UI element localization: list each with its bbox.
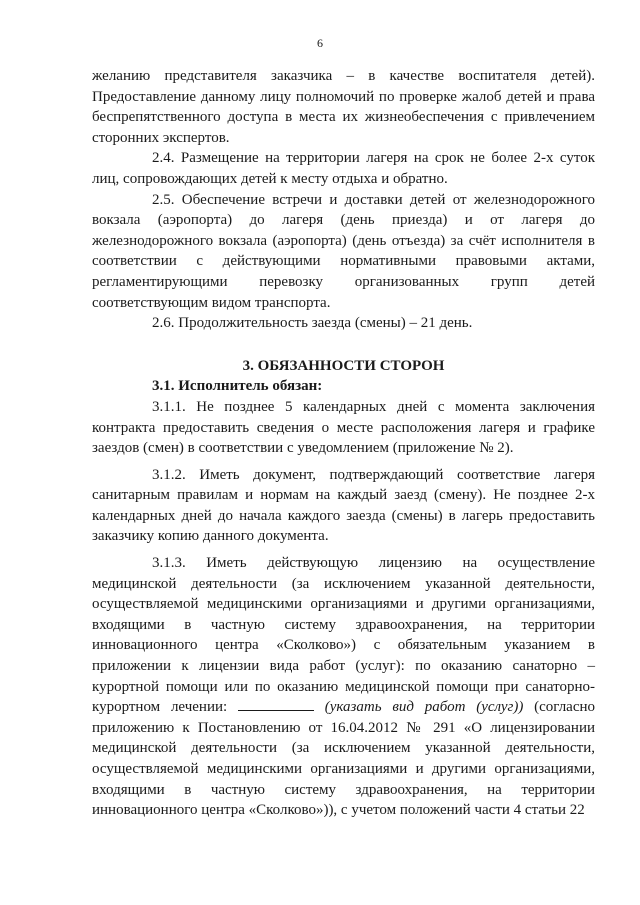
text-line: железнодорожного вокзала (аэропорта) (день отъезда) за счёт исполнителя в xyxy=(92,232,595,249)
fill-in-blank xyxy=(238,697,314,711)
text-line: вокзала (аэропорта) до лагеря (день приезда) и от лагеря до xyxy=(92,212,595,229)
text-line: приложении к лицензии вида работ (услуг): по оказанию санаторно – xyxy=(92,658,595,675)
text-line: осуществляемой медицинскими организациями и другими организациями, xyxy=(92,596,595,613)
text-line: инновационного центра «Сколково») с обязательным указанием в xyxy=(92,637,595,654)
clause-3-1-1: 3.1.1. Не позднее 5 календарных дней с момента заключения xyxy=(152,398,595,415)
text-line-with-blank xyxy=(92,697,595,718)
text-line: лиц, сопровождающих детей к месту отдыха и обратно. xyxy=(92,170,448,187)
text-fragment: курортном лечении: xyxy=(92,699,228,716)
italic-hint: (указать вид работ (услуг)) xyxy=(324,699,524,716)
clause-2-6: 2.6. Продолжительность заезда (смены) – 21 день. xyxy=(152,315,473,332)
text-line: беспрепятственного доступа в места их жизнеобеспечения с привлечением xyxy=(92,109,595,126)
page-number: 6 xyxy=(317,36,323,50)
text-line: заездов (смен) в соответствии с уведомлением (приложение № 2). xyxy=(92,440,514,457)
text-line: санитарным правилам и нормам на каждый заезд (смену). Не позднее 2-х xyxy=(92,487,595,504)
text-line: сторонних экспертов. xyxy=(92,129,230,146)
text-line: медицинской деятельности (за исключением указанной деятельности, xyxy=(92,575,595,592)
text-line: регламентирующими перевозку организованных групп детей xyxy=(92,273,595,290)
text-line: календарных дней до начала каждого заезда (смены) в лагерь предоставить xyxy=(92,507,595,524)
text-line: осуществляемой медицинскими организациями и другими организациями, xyxy=(92,761,595,777)
text-line: курортной помощи или по оказанию медицинской помощи при санаторно- xyxy=(92,678,595,695)
clause-3-1-3: 3.1.3. Иметь действующую лицензию на осуществление xyxy=(152,555,595,572)
text-line: соответствующим видом транспорта. xyxy=(92,294,331,311)
subsection-heading: 3.1. Исполнитель обязан: xyxy=(152,378,323,395)
clause-2-5: 2.5. Обеспечение встречи и доставки детей от железнодорожного xyxy=(152,191,595,208)
text-line: входящими в частную систему здравоохранения, на территории xyxy=(92,781,595,798)
text-line: заказчику копию данного документа. xyxy=(92,528,329,545)
text-line: медицинской деятельности (за исключением указанной деятельности, xyxy=(92,740,595,757)
text-line: входящими в частную систему здравоохранения, на территории xyxy=(92,616,595,633)
text-fragment: (согласно xyxy=(534,699,596,716)
clause-3-1-2: 3.1.2. Иметь документ, подтверждающий соответствие лагеря xyxy=(152,466,595,483)
text-line: контракта предоставить сведения о месте расположения лагеря и графике xyxy=(92,419,595,436)
clause-2-4: 2.4. Размещение на территории лагеря на срок не более 2-х суток xyxy=(152,150,595,167)
text-line: соответствии с действующими нормативными правовыми актами, xyxy=(92,253,595,270)
text-line: желанию представителя заказчика – в качестве воспитателя детей). xyxy=(92,68,595,84)
text-line: инновационного центра «Сколково»)), с учетом положений части 4 статьи 22 xyxy=(92,802,585,819)
text-line: Предоставление данному лицу полномочий по проверке жалоб детей и права xyxy=(92,88,595,105)
document-body xyxy=(92,66,595,821)
section-heading: 3. ОБЯЗАННОСТИ СТОРОН xyxy=(242,357,445,374)
text-line: приложению к Постановлению от 16.04.2012 № 291 «О лицензировании xyxy=(92,719,595,736)
